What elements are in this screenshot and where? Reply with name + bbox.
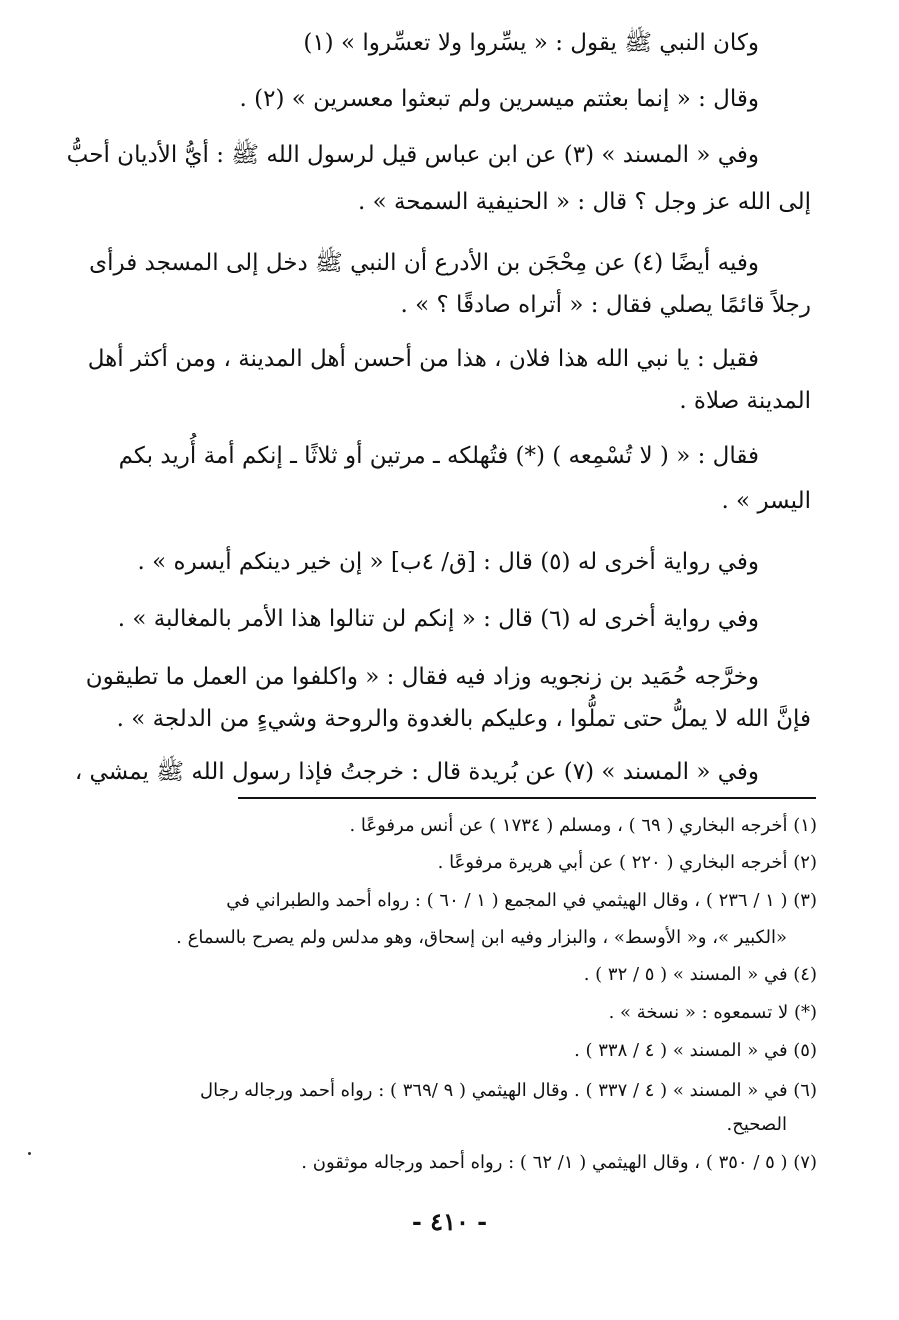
body-line-9: فقال : « ( لا تُسْمِعه ) (*) فتُهلكه ـ مرتين أو ثلاثًا ـ إنكم أمة أُريد بكم [118,443,759,469]
body-line-6: رجلاً قائمًا يصلي فقال : « أتراه صادقًا ؟ » . [400,292,811,318]
body-line-1: وكان النبي ﷺ يقول : « يسِّروا ولا تعسِّروا » (١) [303,30,759,56]
body-line-13: وخرَّجه حُمَيد بن زنجويه وزاد فيه فقال : « واكلفوا من العمل ما تطيقون [85,664,759,690]
footnote-3: (٣) ( ١ / ٢٣٦ ) ، وقال الهيثمي في المجمع ( ١ / ٦٠ ) : رواه أحمد والطبراني في [226,890,817,911]
footnote-star: (*) لا تسمعوه : « نسخة » . [608,1002,817,1023]
footnote-6-cont: الصحيح. [726,1114,787,1135]
scan-speck [28,1152,31,1155]
footnote-6: (٦) في « المسند » ( ٤ / ٣٣٧ ) . وقال الهيثمي ( ٩ /٣٦٩ ) : رواه أحمد ورجاله رجال [200,1080,817,1101]
body-line-7: فقيل : يا نبي الله هذا فلان ، هذا من أحسن أهل المدينة ، ومن أكثر أهل [87,346,759,372]
body-line-14: فإنَّ الله لا يملُّ حتى تملُّوا ، وعليكم بالغدوة والروحة وشيءٍ من الدلجة » . [116,706,811,732]
footnote-separator [238,797,816,799]
footnote-1: (١) أخرجه البخاري ( ٦٩ ) ، ومسلم ( ١٧٣٤ ) عن أنس مرفوعًا . [349,815,817,836]
body-line-15: وفي « المسند » (٧) عن بُريدة قال : خرجتُ فإذا رسول الله ﷺ يمشي ، [74,759,759,785]
body-line-5: وفيه أيضًا (٤) عن مِحْجَن بن الأدرع أن النبي ﷺ دخل إلى المسجد فرأى [89,250,759,276]
body-line-4: إلى الله عز وجل ؟ قال : « الحنيفية السمحة » . [357,189,811,215]
footnote-5: (٥) في « المسند » ( ٤ / ٣٣٨ ) . [574,1040,817,1061]
body-line-10: اليسر » . [721,488,811,514]
body-line-2: وقال : « إنما بعثتم ميسرين ولم تبعثوا معسرين » (٢) . [239,86,759,112]
footnote-2: (٢) أخرجه البخاري ( ٢٢٠ ) عن أبي هريرة مرفوعًا . [437,852,817,873]
body-line-3: وفي « المسند » (٣) عن ابن عباس قيل لرسول الله ﷺ : أيُّ الأديان أحبُّ [66,142,759,168]
footnote-7: (٧) ( ٥ / ٣٥٠ ) ، وقال الهيثمي ( ١/ ٦٢ ) : رواه أحمد ورجاله موثقون . [301,1152,817,1173]
body-line-12: وفي رواية أخرى له (٦) قال : « إنكم لن تنالوا هذا الأمر بالمغالبة » . [117,606,759,632]
footnote-3-cont: «الكبير »، و« الأوسط» ، والبزار وفيه ابن إسحاق، وهو مدلس ولم يصرح بالسماع . [176,927,787,948]
footnote-4: (٤) في « المسند » ( ٥ / ٣٢ ) . [583,964,817,985]
body-line-8: المدينة صلاة . [679,388,811,414]
body-line-11: وفي رواية أخرى له (٥) قال : [ق/ ٤ب] « إن خير دينكم أيسره » . [137,549,759,575]
page-number: - ٤١٠ - [411,1207,488,1236]
